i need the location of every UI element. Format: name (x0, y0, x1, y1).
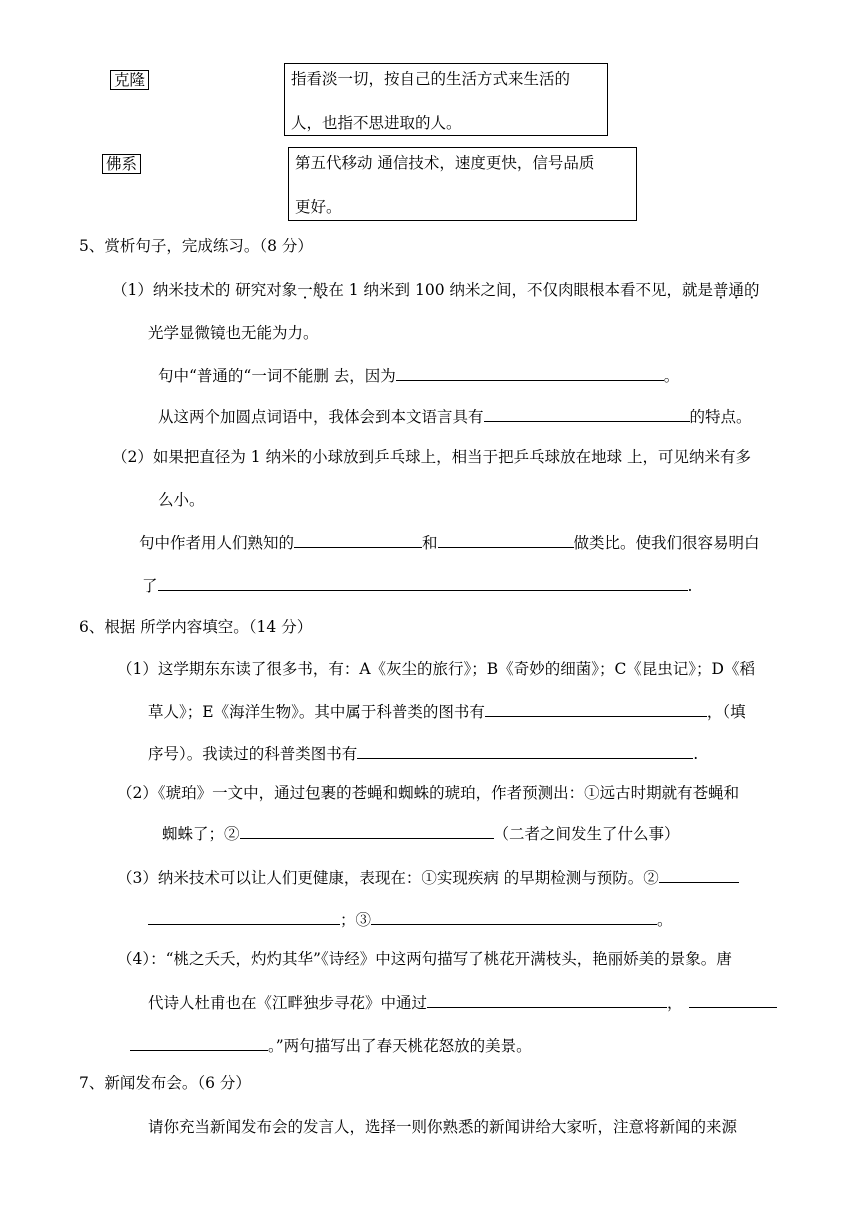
q5-title: 5、赏析句子，完成练习。（8 分） (79, 237, 313, 255)
q6-part-4-line-2: 代诗人杜甫也在《江畔独步寻花》中通过 ， (148, 991, 777, 1014)
q5-sentence-1-line-1: （1）纳米技术的 研究对象一般在 1 纳米到 100 纳米之间，不仅肉眼根本看不见，就是普通的 (112, 281, 760, 299)
answer-blank[interactable] (240, 822, 494, 839)
q5-sentence-1-line-2: 光学显微镜也无能为力。 (148, 324, 319, 342)
answer-blank[interactable] (485, 700, 707, 717)
q6-part-3-line-1: （3）纳米技术可以让人们更健康，表现在：①实现疾病 的早期检测与预防。② (117, 866, 739, 889)
answer-blank[interactable] (130, 1034, 268, 1051)
q6-part-2-line-2: 蜘蛛了；② （二者之间发生了什么事） (162, 822, 680, 845)
emphasis-dot-char: 一 (297, 281, 313, 299)
match-definition-2: 第五代移动 通信技术，速度更快，信号品质 更好。 (288, 147, 637, 221)
answer-blank[interactable] (427, 991, 667, 1008)
q6-part-4-line-3: 。”两句描写出了春天桃花怒放的美景。 (130, 1034, 532, 1057)
q6-part-1-line-3: 序号）。我读过的科普类图书有 . (148, 742, 698, 765)
match-word-2: 佛系 (102, 153, 141, 175)
q5-analogy-question-line-2: 了 . (142, 574, 692, 597)
q5-analogy-question: 句中作者用人们熟知的 和 做类比。使我们很容易明白 (139, 531, 760, 554)
answer-blank[interactable] (689, 991, 777, 1008)
q6-part-1-line-1: （1）这学期东东读了很多书，有：A《灰尘的旅行》；B《奇妙的细菌》；C《昆虫记》；D《稻 (117, 660, 755, 678)
q5-question-1: 句中“普通的“一词不能删 去，因为 。 (158, 364, 679, 387)
answer-blank[interactable] (357, 742, 693, 759)
q5-sentence-2-line-2: 么小。 (158, 491, 205, 509)
answer-blank[interactable] (438, 531, 574, 548)
answer-blank[interactable] (371, 908, 657, 925)
emphasis-dot-char: 般 (312, 281, 329, 299)
q7-line-1: 请你充当新闻发布会的发言人，选择一则你熟悉的新闻讲给大家听，注意将新闻的来源 (148, 1118, 738, 1136)
emphasis-dot-char: 的 (744, 281, 760, 299)
match-word-1: 克隆 (110, 69, 149, 91)
emphasis-dot-char: 通 (728, 281, 745, 299)
q6-part-2-line-1: （2）《琥珀》一文中，通过包裹的苍蝇和蜘蛛的琥珀，作者预测出：①远古时期就有苍蝇和 (117, 784, 740, 802)
q6-title: 6、根据 所学内容填空。（14 分） (79, 618, 313, 636)
q7-title: 7、新闻发布会。（6 分） (79, 1074, 251, 1092)
q6-part-1-line-2: 草人》；E《海洋生物》。其中属于科普类的图书有 ，（填 (148, 700, 746, 723)
answer-blank[interactable] (484, 405, 690, 422)
answer-blank[interactable] (396, 364, 664, 381)
answer-blank[interactable] (148, 908, 340, 925)
answer-blank[interactable] (158, 574, 688, 591)
q5-sentence-2-line-1: （2）如果把直径为 1 纳米的小球放到乒乓球上，相当于把乒乓球放在地球 上，可见纳米有多 (112, 448, 752, 466)
q5-question-2: 从这两个加圆点词语中，我体会到本文语言具有 的特点。 (158, 405, 752, 428)
q6-part-4-line-1: （4）：“桃之夭夭，灼灼其华”《诗经》中这两句描写了桃花开满枝头，艳丽娇美的景象。唐 (117, 950, 732, 968)
q6-part-3-line-2: ；③ 。 (148, 908, 673, 931)
answer-blank[interactable] (659, 866, 739, 883)
emphasis-dot-char: 普 (712, 281, 729, 299)
match-definition-1: 指看淡一切，按自己的生活方式来生活的 人，也指不思进取的人。 (284, 63, 608, 136)
answer-blank[interactable] (294, 531, 422, 548)
